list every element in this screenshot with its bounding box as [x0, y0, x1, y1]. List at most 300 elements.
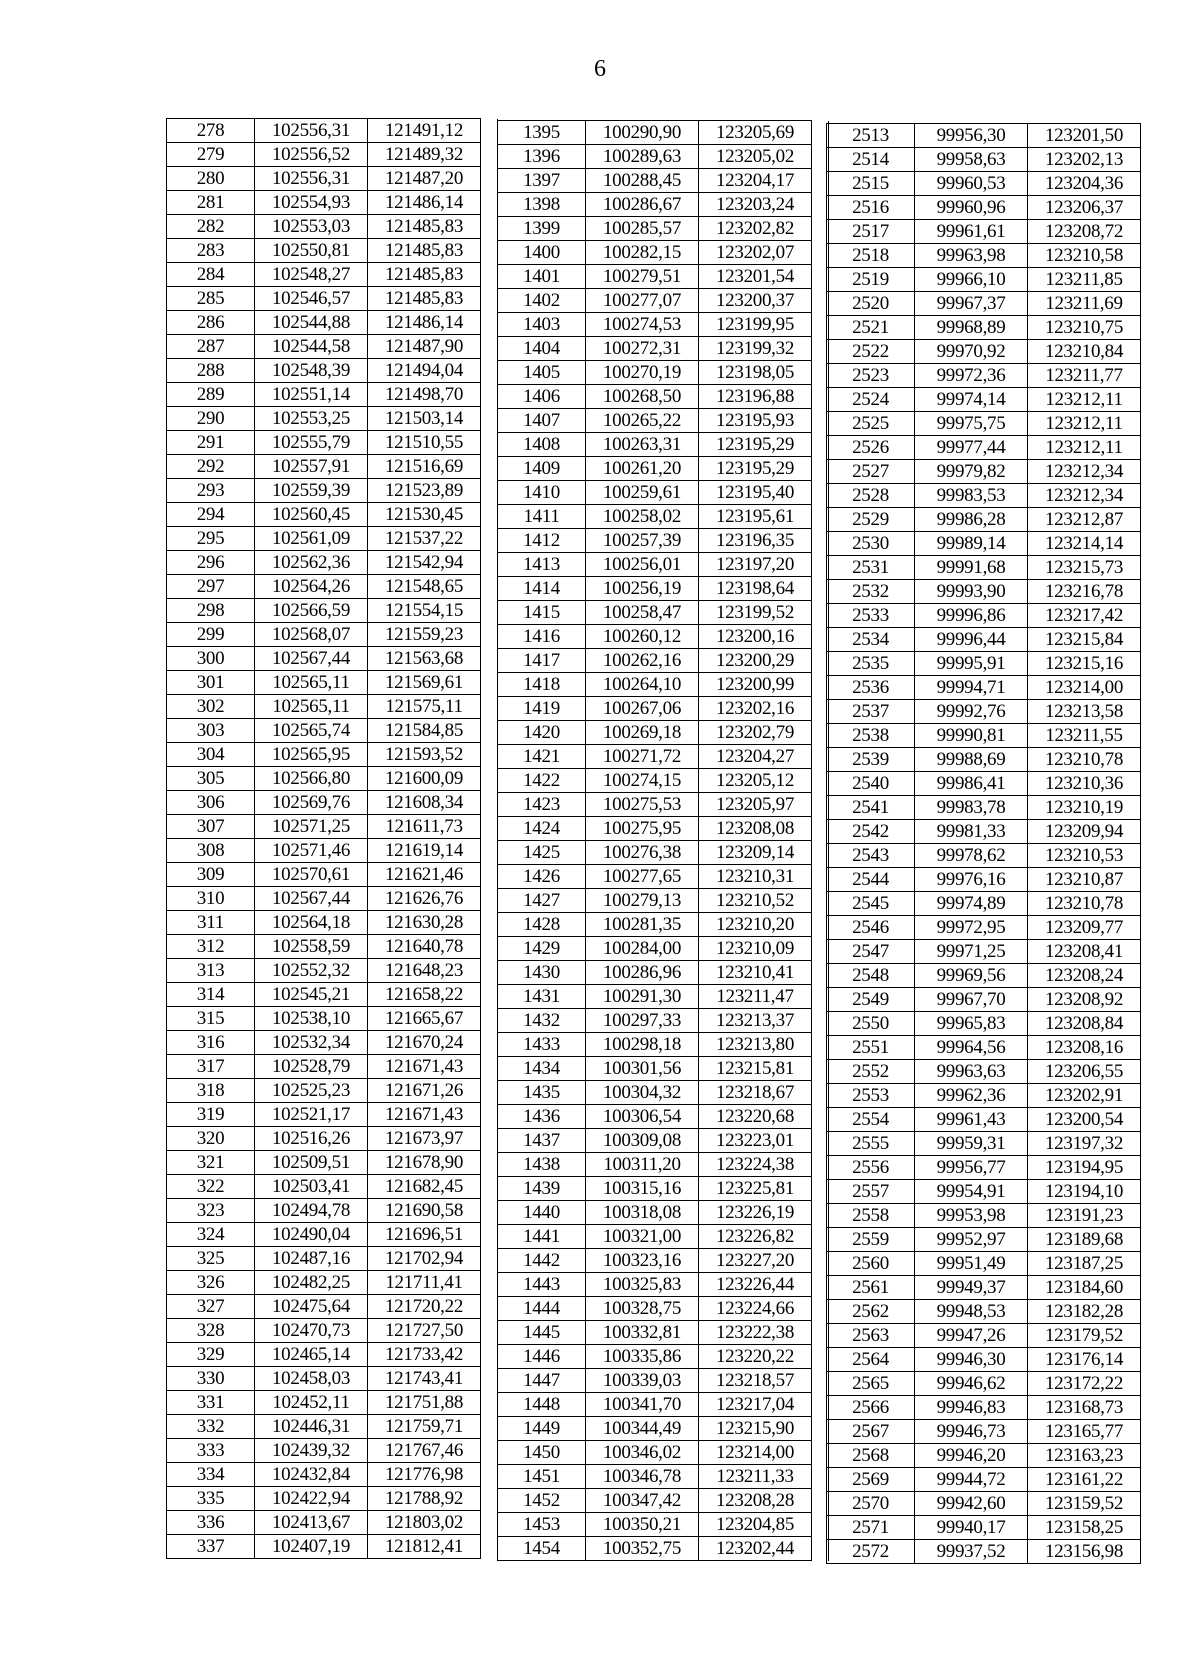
x-coordinate-cell: 102556,52 — [255, 143, 368, 167]
point-number-cell: 329 — [167, 1343, 255, 1367]
x-coordinate-cell: 102516,26 — [255, 1127, 368, 1151]
table-row — [827, 1348, 1141, 1372]
table-row — [827, 916, 1141, 940]
point-number-cell: 1402 — [498, 289, 586, 313]
point-number-cell: 1437 — [498, 1129, 586, 1153]
y-coordinate-cell: 123199,52 — [699, 601, 812, 625]
point-number-cell: 2542 — [827, 820, 915, 844]
x-coordinate-cell: 99946,83 — [915, 1396, 1028, 1420]
y-coordinate-cell: 123210,58 — [1028, 244, 1141, 268]
y-coordinate-cell: 123194,95 — [1028, 1156, 1141, 1180]
x-coordinate-cell: 102538,10 — [255, 1007, 368, 1031]
point-number-cell: 324 — [167, 1223, 255, 1247]
point-number-cell: 309 — [167, 863, 255, 887]
table-row — [827, 1324, 1141, 1348]
table-row — [827, 172, 1141, 196]
point-number-cell: 2553 — [827, 1084, 915, 1108]
x-coordinate-cell: 99961,43 — [915, 1108, 1028, 1132]
x-coordinate-cell: 102570,61 — [255, 863, 368, 887]
table-row — [498, 1153, 829, 1177]
point-number-cell: 279 — [167, 143, 255, 167]
y-coordinate-cell: 123208,16 — [1028, 1036, 1141, 1060]
table-row — [498, 889, 829, 913]
column-separator — [481, 191, 498, 215]
y-coordinate-cell: 123198,64 — [699, 577, 812, 601]
point-number-cell: 1445 — [498, 1321, 586, 1345]
y-coordinate-cell: 123199,32 — [699, 337, 812, 361]
x-coordinate-cell: 102565,11 — [255, 695, 368, 719]
column-separator — [481, 527, 498, 551]
point-number-cell: 2561 — [827, 1276, 915, 1300]
table-row — [167, 1487, 498, 1511]
point-number-cell: 2519 — [827, 268, 915, 292]
point-number-cell: 295 — [167, 527, 255, 551]
x-coordinate-cell: 102555,79 — [255, 431, 368, 455]
y-coordinate-cell: 123205,02 — [699, 145, 812, 169]
table-row — [498, 169, 829, 193]
point-number-cell: 285 — [167, 287, 255, 311]
column-separator — [481, 695, 498, 719]
point-number-cell: 2533 — [827, 604, 915, 628]
point-number-cell: 1407 — [498, 409, 586, 433]
x-coordinate-cell: 100344,49 — [586, 1417, 699, 1441]
y-coordinate-cell: 123210,53 — [1028, 844, 1141, 868]
table-row — [498, 1009, 829, 1033]
table-row — [167, 455, 498, 479]
point-number-cell: 1413 — [498, 553, 586, 577]
x-coordinate-cell: 99946,73 — [915, 1420, 1028, 1444]
table-row — [498, 1513, 829, 1537]
column-separator — [481, 1175, 498, 1199]
point-number-cell: 312 — [167, 935, 255, 959]
x-coordinate-cell: 99956,30 — [915, 124, 1028, 148]
column-separator — [481, 239, 498, 263]
point-number-cell: 2520 — [827, 292, 915, 316]
point-number-cell: 2538 — [827, 724, 915, 748]
point-number-cell: 1453 — [498, 1513, 586, 1537]
point-number-cell: 1440 — [498, 1201, 586, 1225]
point-number-cell: 1426 — [498, 865, 586, 889]
table-row — [167, 695, 498, 719]
table-row — [167, 1463, 498, 1487]
y-coordinate-cell: 121665,67 — [368, 1007, 481, 1031]
x-coordinate-cell: 99946,62 — [915, 1372, 1028, 1396]
y-coordinate-cell: 123210,87 — [1028, 868, 1141, 892]
point-number-cell: 1435 — [498, 1081, 586, 1105]
table-row — [167, 383, 498, 407]
x-coordinate-cell: 99989,14 — [915, 532, 1028, 556]
x-coordinate-cell: 99993,90 — [915, 580, 1028, 604]
y-coordinate-cell: 123198,05 — [699, 361, 812, 385]
x-coordinate-cell: 99975,75 — [915, 412, 1028, 436]
point-number-cell: 286 — [167, 311, 255, 335]
y-coordinate-cell: 123213,37 — [699, 1009, 812, 1033]
point-number-cell: 308 — [167, 839, 255, 863]
table-row — [498, 1369, 829, 1393]
table-row — [827, 436, 1141, 460]
point-number-cell: 1410 — [498, 481, 586, 505]
x-coordinate-cell: 99942,60 — [915, 1492, 1028, 1516]
table-row — [827, 1372, 1141, 1396]
y-coordinate-cell: 121510,55 — [368, 431, 481, 455]
x-coordinate-cell: 100282,15 — [586, 241, 699, 265]
point-number-cell: 1412 — [498, 529, 586, 553]
point-number-cell: 332 — [167, 1415, 255, 1439]
point-number-cell: 2521 — [827, 316, 915, 340]
x-coordinate-cell: 102569,76 — [255, 791, 368, 815]
y-coordinate-cell: 123203,24 — [699, 193, 812, 217]
y-coordinate-cell: 121640,78 — [368, 935, 481, 959]
table-row — [167, 1103, 498, 1127]
point-number-cell: 2548 — [827, 964, 915, 988]
table-row — [498, 1057, 829, 1081]
y-coordinate-cell: 123206,55 — [1028, 1060, 1141, 1084]
table-row — [498, 1201, 829, 1225]
y-coordinate-cell: 123208,24 — [1028, 964, 1141, 988]
point-number-cell: 1401 — [498, 265, 586, 289]
y-coordinate-cell: 123200,54 — [1028, 1108, 1141, 1132]
column-separator — [481, 671, 498, 695]
y-coordinate-cell: 123218,57 — [699, 1369, 812, 1393]
table-row — [498, 1465, 829, 1489]
x-coordinate-cell: 99966,10 — [915, 268, 1028, 292]
y-coordinate-cell: 121548,65 — [368, 575, 481, 599]
table-row — [827, 244, 1141, 268]
y-coordinate-cell: 123209,94 — [1028, 820, 1141, 844]
point-number-cell: 311 — [167, 911, 255, 935]
x-coordinate-cell: 102571,25 — [255, 815, 368, 839]
x-coordinate-cell: 100341,70 — [586, 1393, 699, 1417]
table-row — [827, 628, 1141, 652]
point-number-cell: 2558 — [827, 1204, 915, 1228]
y-coordinate-cell: 121485,83 — [368, 287, 481, 311]
point-number-cell: 2541 — [827, 796, 915, 820]
x-coordinate-cell: 100325,83 — [586, 1273, 699, 1297]
table-row — [498, 1441, 829, 1465]
point-number-cell: 2569 — [827, 1468, 915, 1492]
y-coordinate-cell: 123204,27 — [699, 745, 812, 769]
y-coordinate-cell: 123184,60 — [1028, 1276, 1141, 1300]
column-separator — [481, 1415, 498, 1439]
y-coordinate-cell: 123212,87 — [1028, 508, 1141, 532]
x-coordinate-cell: 100270,19 — [586, 361, 699, 385]
point-number-cell: 298 — [167, 599, 255, 623]
table-row — [167, 1391, 498, 1415]
point-number-cell: 2517 — [827, 220, 915, 244]
point-number-cell: 2566 — [827, 1396, 915, 1420]
y-coordinate-cell: 123211,33 — [699, 1465, 812, 1489]
table-row — [827, 1252, 1141, 1276]
table-row — [827, 196, 1141, 220]
y-coordinate-cell: 123200,16 — [699, 625, 812, 649]
x-coordinate-cell: 100268,50 — [586, 385, 699, 409]
table-row — [167, 1175, 498, 1199]
table-row — [167, 359, 498, 383]
point-number-cell: 2528 — [827, 484, 915, 508]
y-coordinate-cell: 121727,50 — [368, 1319, 481, 1343]
point-number-cell: 1427 — [498, 889, 586, 913]
y-coordinate-cell: 123195,61 — [699, 505, 812, 529]
x-coordinate-cell: 99986,28 — [915, 508, 1028, 532]
table-row — [167, 167, 498, 191]
x-coordinate-cell: 102482,25 — [255, 1271, 368, 1295]
x-coordinate-cell: 102566,59 — [255, 599, 368, 623]
column-separator — [481, 1343, 498, 1367]
table-row — [167, 143, 498, 167]
y-coordinate-cell: 123165,77 — [1028, 1420, 1141, 1444]
point-number-cell: 2526 — [827, 436, 915, 460]
x-coordinate-cell: 99983,78 — [915, 796, 1028, 820]
table-row — [167, 575, 498, 599]
x-coordinate-cell: 99947,26 — [915, 1324, 1028, 1348]
point-number-cell: 327 — [167, 1295, 255, 1319]
x-coordinate-cell: 102556,31 — [255, 167, 368, 191]
table-row — [498, 649, 829, 673]
coordinate-table-block-3 — [826, 123, 1141, 1564]
table-row — [167, 335, 498, 359]
y-coordinate-cell: 123187,25 — [1028, 1252, 1141, 1276]
column-separator — [481, 503, 498, 527]
table-row — [827, 340, 1141, 364]
point-number-cell: 307 — [167, 815, 255, 839]
table-row — [498, 217, 829, 241]
x-coordinate-cell: 100277,65 — [586, 865, 699, 889]
x-coordinate-cell: 102564,26 — [255, 575, 368, 599]
y-coordinate-cell: 121626,76 — [368, 887, 481, 911]
coordinate-table-block-2 — [497, 120, 829, 1561]
table-row — [167, 1247, 498, 1271]
table-row — [498, 289, 829, 313]
y-coordinate-cell: 121733,42 — [368, 1343, 481, 1367]
point-number-cell: 1396 — [498, 145, 586, 169]
x-coordinate-cell: 99972,36 — [915, 364, 1028, 388]
x-coordinate-cell: 100258,47 — [586, 601, 699, 625]
y-coordinate-cell: 123204,17 — [699, 169, 812, 193]
table-row — [827, 700, 1141, 724]
x-coordinate-cell: 100311,20 — [586, 1153, 699, 1177]
y-coordinate-cell: 123199,95 — [699, 313, 812, 337]
column-separator — [481, 1439, 498, 1463]
table-row — [167, 239, 498, 263]
point-number-cell: 1399 — [498, 217, 586, 241]
column-separator — [481, 263, 498, 287]
x-coordinate-cell: 100284,00 — [586, 937, 699, 961]
table-row — [827, 268, 1141, 292]
point-number-cell: 1432 — [498, 1009, 586, 1033]
table-row — [498, 145, 829, 169]
x-coordinate-cell: 102566,80 — [255, 767, 368, 791]
x-coordinate-cell: 102553,25 — [255, 407, 368, 431]
y-coordinate-cell: 123211,69 — [1028, 292, 1141, 316]
point-number-cell: 1448 — [498, 1393, 586, 1417]
column-separator — [481, 431, 498, 455]
point-number-cell: 305 — [167, 767, 255, 791]
y-coordinate-cell: 123206,37 — [1028, 196, 1141, 220]
y-coordinate-cell: 123209,77 — [1028, 916, 1141, 940]
point-number-cell: 2555 — [827, 1132, 915, 1156]
table-row — [498, 769, 829, 793]
point-number-cell: 1405 — [498, 361, 586, 385]
y-coordinate-cell: 123212,34 — [1028, 484, 1141, 508]
point-number-cell: 1442 — [498, 1249, 586, 1273]
x-coordinate-cell: 99963,98 — [915, 244, 1028, 268]
point-number-cell: 321 — [167, 1151, 255, 1175]
table-row — [827, 1540, 1141, 1564]
point-number-cell: 1434 — [498, 1057, 586, 1081]
point-number-cell: 325 — [167, 1247, 255, 1271]
y-coordinate-cell: 123200,99 — [699, 673, 812, 697]
table-row — [167, 839, 498, 863]
y-coordinate-cell: 123205,69 — [699, 121, 812, 145]
point-number-cell: 1444 — [498, 1297, 586, 1321]
point-number-cell: 334 — [167, 1463, 255, 1487]
table-row — [498, 1105, 829, 1129]
x-coordinate-cell: 100318,08 — [586, 1201, 699, 1225]
x-coordinate-cell: 99983,53 — [915, 484, 1028, 508]
x-coordinate-cell: 99965,83 — [915, 1012, 1028, 1036]
y-coordinate-cell: 123182,28 — [1028, 1300, 1141, 1324]
table-row — [498, 625, 829, 649]
y-coordinate-cell: 123200,29 — [699, 649, 812, 673]
column-separator — [481, 791, 498, 815]
table-row — [498, 481, 829, 505]
point-number-cell: 2524 — [827, 388, 915, 412]
x-coordinate-cell: 100290,90 — [586, 121, 699, 145]
table-row — [167, 983, 498, 1007]
table-row — [827, 1468, 1141, 1492]
table-row — [498, 841, 829, 865]
y-coordinate-cell: 121743,41 — [368, 1367, 481, 1391]
table-row — [827, 412, 1141, 436]
point-number-cell: 2543 — [827, 844, 915, 868]
y-coordinate-cell: 121711,41 — [368, 1271, 481, 1295]
y-coordinate-cell: 121485,83 — [368, 263, 481, 287]
x-coordinate-cell: 99967,37 — [915, 292, 1028, 316]
point-number-cell: 331 — [167, 1391, 255, 1415]
y-coordinate-cell: 123205,12 — [699, 769, 812, 793]
point-number-cell: 2565 — [827, 1372, 915, 1396]
y-coordinate-cell: 123210,75 — [1028, 316, 1141, 340]
point-number-cell: 1408 — [498, 433, 586, 457]
point-number-cell: 1400 — [498, 241, 586, 265]
table-row — [498, 553, 829, 577]
y-coordinate-cell: 123163,23 — [1028, 1444, 1141, 1468]
x-coordinate-cell: 102521,17 — [255, 1103, 368, 1127]
table-row — [498, 1225, 829, 1249]
y-coordinate-cell: 121530,45 — [368, 503, 481, 527]
y-coordinate-cell: 121690,58 — [368, 1199, 481, 1223]
table-row — [827, 1276, 1141, 1300]
table-row — [167, 1031, 498, 1055]
table-row — [167, 407, 498, 431]
x-coordinate-cell: 102407,19 — [255, 1535, 368, 1559]
x-coordinate-cell: 100306,54 — [586, 1105, 699, 1129]
y-coordinate-cell: 123212,11 — [1028, 436, 1141, 460]
x-coordinate-cell: 99946,30 — [915, 1348, 1028, 1372]
column-separator — [481, 839, 498, 863]
table-row — [498, 1393, 829, 1417]
x-coordinate-cell: 100275,95 — [586, 817, 699, 841]
table-row — [167, 671, 498, 695]
table-row — [827, 1516, 1141, 1540]
x-coordinate-cell: 102554,93 — [255, 191, 368, 215]
y-coordinate-cell: 123196,35 — [699, 529, 812, 553]
point-number-cell: 2547 — [827, 940, 915, 964]
point-number-cell: 287 — [167, 335, 255, 359]
y-coordinate-cell: 121503,14 — [368, 407, 481, 431]
table-row — [498, 385, 829, 409]
point-number-cell: 2515 — [827, 172, 915, 196]
table-row — [498, 673, 829, 697]
y-coordinate-cell: 123212,11 — [1028, 412, 1141, 436]
x-coordinate-cell: 100256,19 — [586, 577, 699, 601]
column-separator — [481, 1031, 498, 1055]
table-row — [167, 599, 498, 623]
x-coordinate-cell: 102557,91 — [255, 455, 368, 479]
y-coordinate-cell: 121621,46 — [368, 863, 481, 887]
point-number-cell: 2534 — [827, 628, 915, 652]
table-row — [827, 1108, 1141, 1132]
point-number-cell: 1423 — [498, 793, 586, 817]
point-number-cell: 323 — [167, 1199, 255, 1223]
y-coordinate-cell: 121575,11 — [368, 695, 481, 719]
column-separator — [481, 167, 498, 191]
y-coordinate-cell: 123212,34 — [1028, 460, 1141, 484]
y-coordinate-cell: 123215,90 — [699, 1417, 812, 1441]
x-coordinate-cell: 99981,33 — [915, 820, 1028, 844]
x-coordinate-cell: 100352,75 — [586, 1537, 699, 1561]
x-coordinate-cell: 99961,61 — [915, 220, 1028, 244]
point-number-cell: 2549 — [827, 988, 915, 1012]
point-number-cell: 1431 — [498, 985, 586, 1009]
point-number-cell: 2546 — [827, 916, 915, 940]
table-row — [167, 479, 498, 503]
y-coordinate-cell: 121516,69 — [368, 455, 481, 479]
point-number-cell: 333 — [167, 1439, 255, 1463]
table-row — [827, 292, 1141, 316]
x-coordinate-cell: 99952,97 — [915, 1228, 1028, 1252]
x-coordinate-cell: 100281,35 — [586, 913, 699, 937]
x-coordinate-cell: 100346,02 — [586, 1441, 699, 1465]
point-number-cell: 302 — [167, 695, 255, 719]
y-coordinate-cell: 123220,22 — [699, 1345, 812, 1369]
column-separator — [481, 1055, 498, 1079]
page-number: 6 — [594, 56, 606, 82]
x-coordinate-cell: 99948,53 — [915, 1300, 1028, 1324]
y-coordinate-cell: 121803,02 — [368, 1511, 481, 1535]
column-separator — [481, 623, 498, 647]
y-coordinate-cell: 121485,83 — [368, 215, 481, 239]
column-separator — [481, 143, 498, 167]
y-coordinate-cell: 121720,22 — [368, 1295, 481, 1319]
point-number-cell: 2522 — [827, 340, 915, 364]
y-coordinate-cell: 121776,98 — [368, 1463, 481, 1487]
x-coordinate-cell: 99986,41 — [915, 772, 1028, 796]
y-coordinate-cell: 123226,82 — [699, 1225, 812, 1249]
table-row — [167, 1295, 498, 1319]
point-number-cell: 2537 — [827, 700, 915, 724]
x-coordinate-cell: 100275,53 — [586, 793, 699, 817]
table-row — [167, 1319, 498, 1343]
x-coordinate-cell: 99978,62 — [915, 844, 1028, 868]
point-number-cell: 284 — [167, 263, 255, 287]
y-coordinate-cell: 123210,09 — [699, 937, 812, 961]
point-number-cell: 2562 — [827, 1300, 915, 1324]
point-number-cell: 2536 — [827, 676, 915, 700]
x-coordinate-cell: 102422,94 — [255, 1487, 368, 1511]
table-row — [167, 1415, 498, 1439]
table-row — [827, 148, 1141, 172]
